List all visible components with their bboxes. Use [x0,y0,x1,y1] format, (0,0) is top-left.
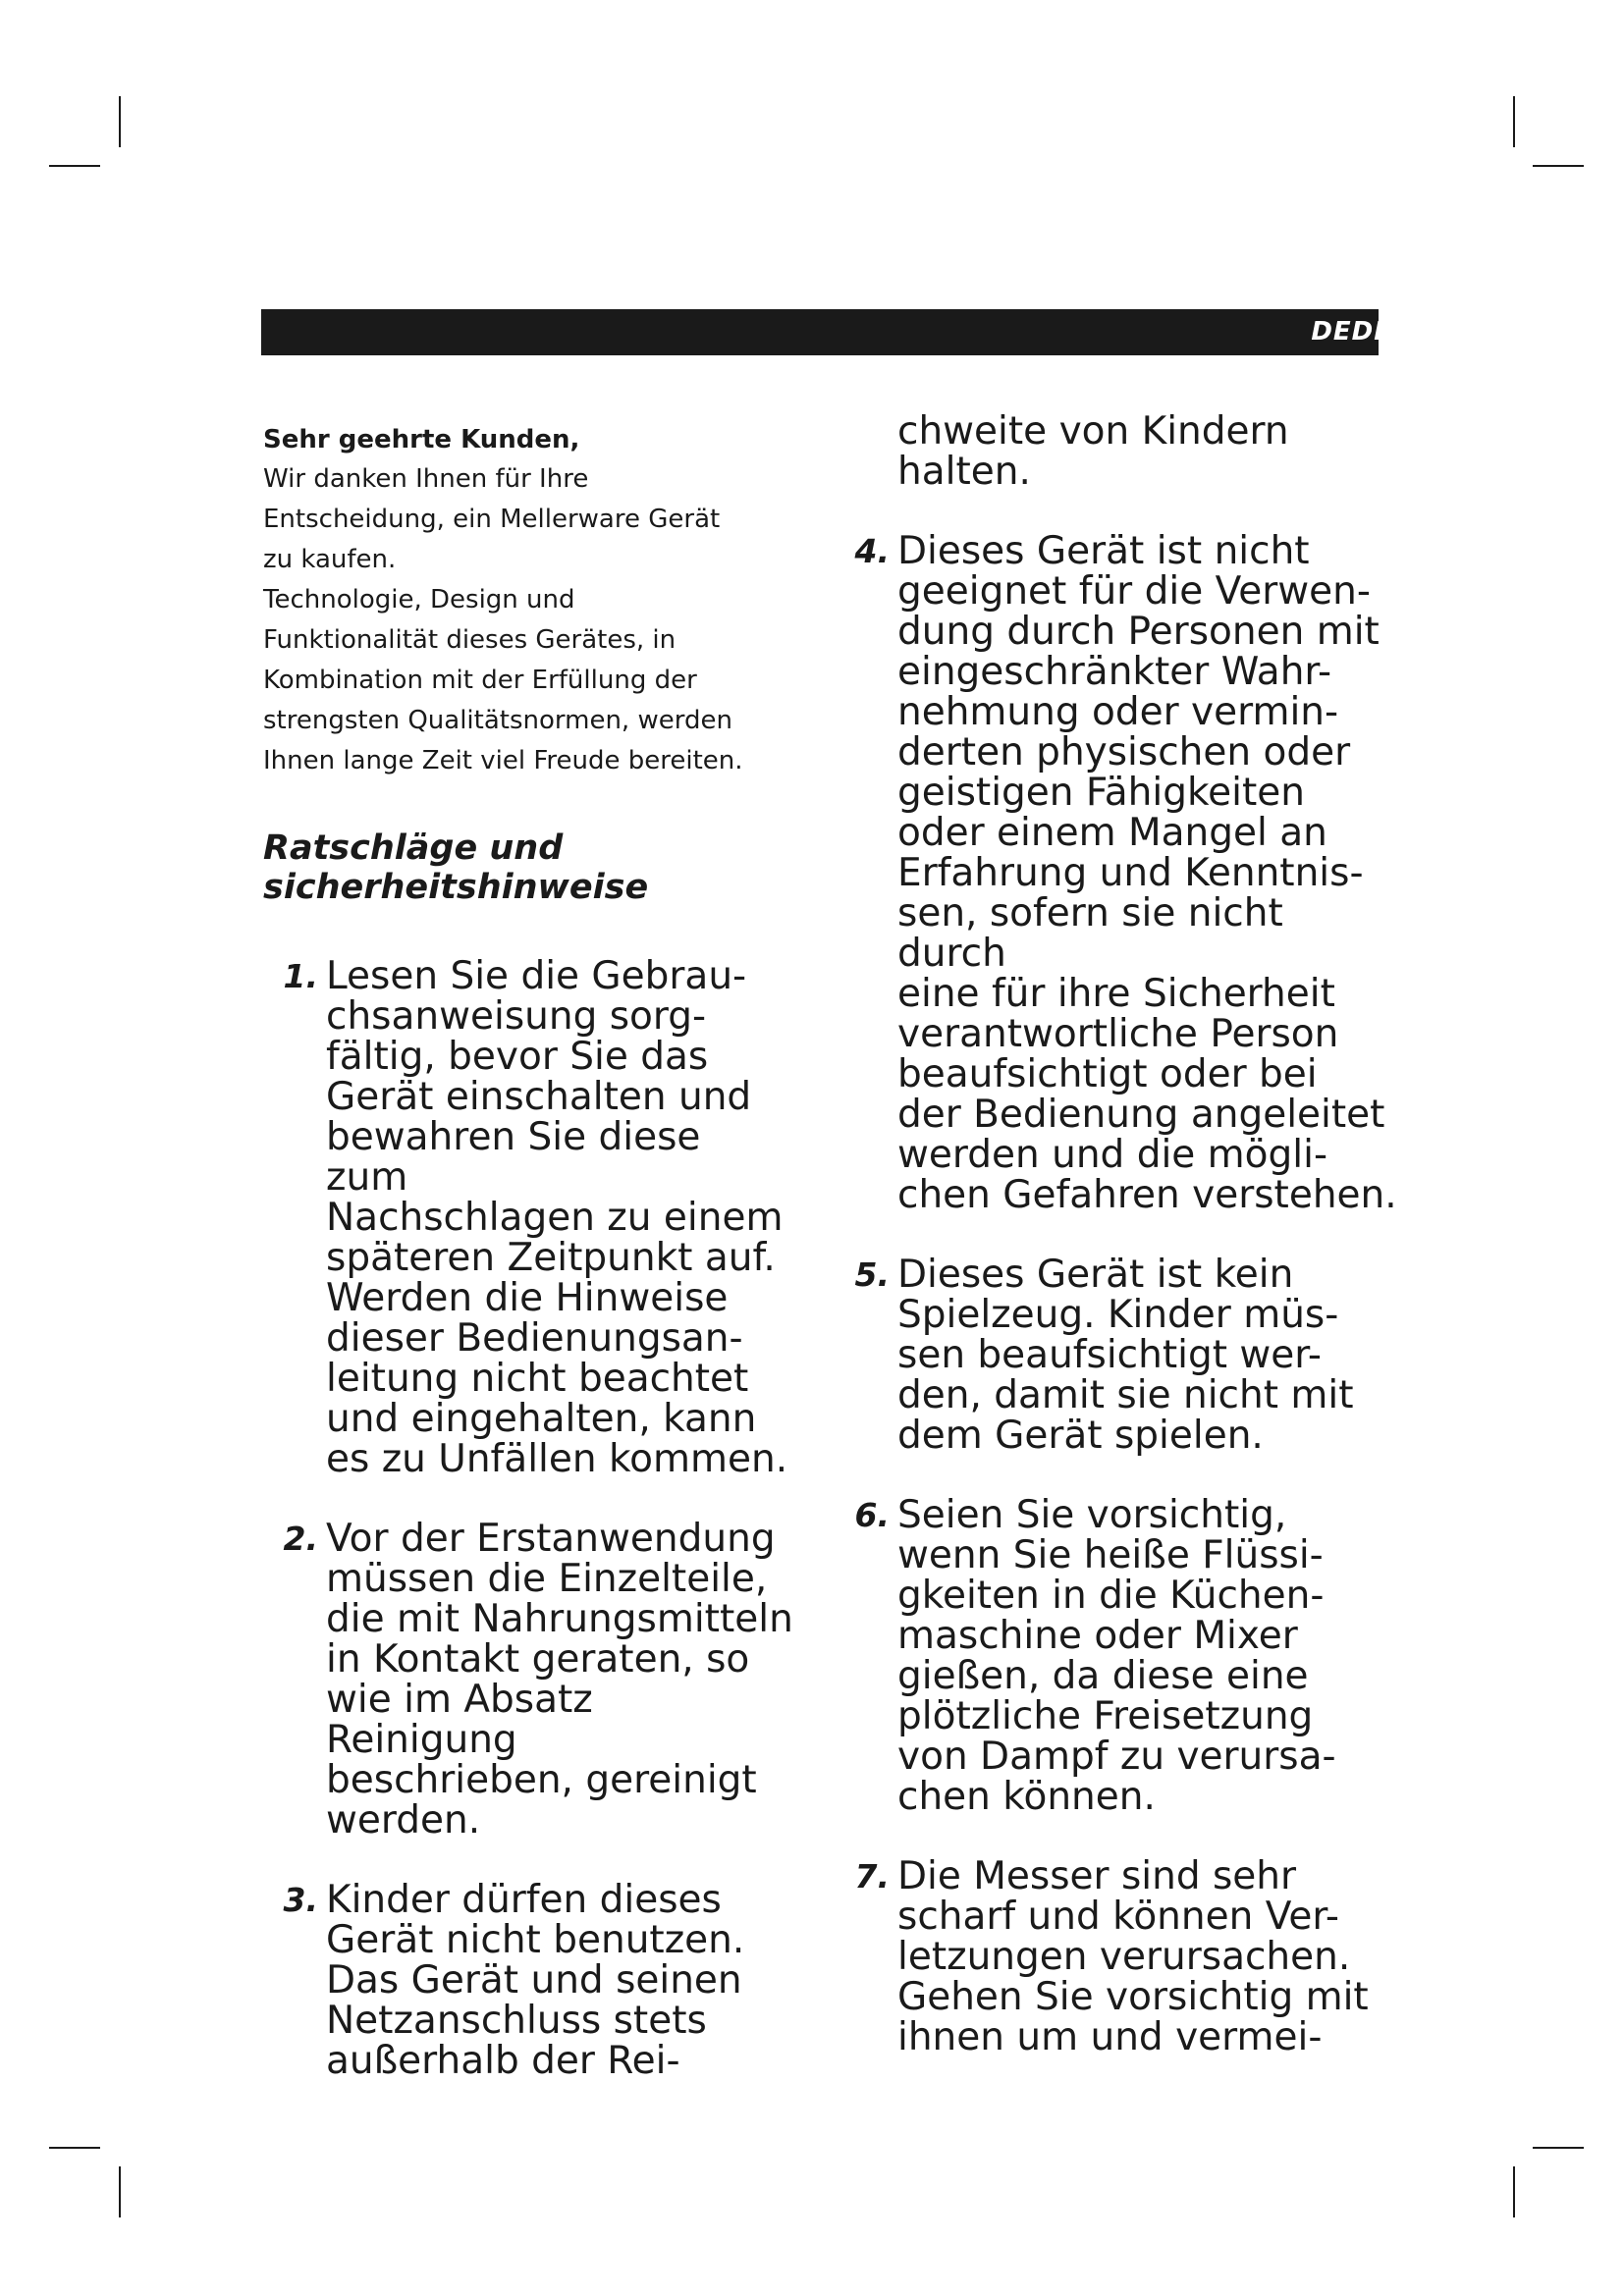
item-text: Dieses Gerät ist kein Spielzeug. Kinder müs- sen beaufsichtigt wer- den, damit sie nicht mit dem Gerät spielen. [897,1253,1354,1458]
item-number: 2. [283,1520,318,1558]
section-title: Ratschläge und sicherheitshinweise [263,828,649,907]
item-number: 7. [854,1857,890,1896]
crop-mark-top-right-vertical [1513,96,1515,147]
left-column [263,420,793,2120]
item-text: Dieses Gerät ist nicht geeignet für die Verwen- dung durch Personen mit eingeschränkter Wahr- nehmung oder vermin- derten physischen oder geistigen Fähigkeiten oder einem Mangel an Erfahrung und Kenntnis- sen, sofern sie nicht durch eine für ihre Sicherheit verantwortliche Person beaufsichtigt oder bei der Bedienung angeleitet werden und die mögli- chen Gefahren verstehen. [897,529,1397,1217]
list-item [275,956,793,1479]
crop-mark-top-left-vertical [119,96,121,147]
safety-list-right [852,531,1402,2057]
item-text: Lesen Sie die Gebrau- chsanweisung sorg- fältig, bevor Sie das Gerät einschalten und bewahren Sie diese zum Nachschlagen zu einem späteren Zeitpunkt auf. Werden die Hinweise dieser Bedienungsan- leitung nicht beachtet und eingehalten, kann es zu Unfällen kommen. [326,954,788,1481]
item-number: 4. [854,532,890,570]
item-number: 3. [283,1881,318,1919]
item-text: Seien Sie vorsichtig, wenn Sie heiße Flüssi- gkeiten in die Küchen- maschine oder Mixer gießen, da diese eine plötzliche Freisetzung von Dampf zu verursa- chen können. [897,1493,1336,1819]
item-text: Kinder dürfen dieses Gerät nicht benutzen. Das Gerät und seinen Netzanschluss stets außerhalb der Rei- [326,1878,745,2083]
crop-mark-bottom-left-vertical [119,2166,121,2217]
item-number: 6. [854,1496,890,1534]
right-column [852,411,1402,2097]
list-item [852,1495,1402,1817]
list-item [852,531,1402,1215]
item-text: Vor der Erstanwendung müssen die Einzelteile, die mit Nahrungsmitteln in Kontakt geraten, so wie im Absatz Reinigung beschrieben, gereinigt werden. [326,1517,793,1842]
item-text: Die Messer sind sehr scharf und können Ver- letzungen verursachen. Gehen Sie vorsichtig mit ihnen um und vermei- [897,1854,1369,2059]
crop-mark-top-left-horizontal [49,165,100,167]
crop-mark-bottom-left-horizontal [49,2147,100,2149]
crop-mark-top-right-horizontal [1533,165,1584,167]
greeting: Sehr geehrte Kunden, [263,425,580,454]
list-item [275,1880,793,2081]
safety-list-left [275,956,793,2081]
crop-mark-bottom-right-horizontal [1533,2147,1584,2149]
list-item [275,1519,793,1841]
item-number: 1. [283,957,318,995]
language-code: DEDE [1311,317,1392,347]
list-item [852,1255,1402,1456]
continuation-text: chweite von Kindern halten. [897,409,1289,494]
item-number: 5. [854,1255,890,1294]
list-item [852,1856,1402,2057]
crop-mark-bottom-right-vertical [1513,2166,1515,2217]
intro-text: Wir danken Ihnen für Ihre Entscheidung, ein Mellerware Gerät zu kaufen. Technologie, Design und Funktionalität dieses Gerätes, in Kombination mit der Erfüllung der strengsten Qualitätsnormen, werden Ihnen lange Zeit viel Freude bereiten. [263,464,743,775]
header-bar [261,309,1392,355]
